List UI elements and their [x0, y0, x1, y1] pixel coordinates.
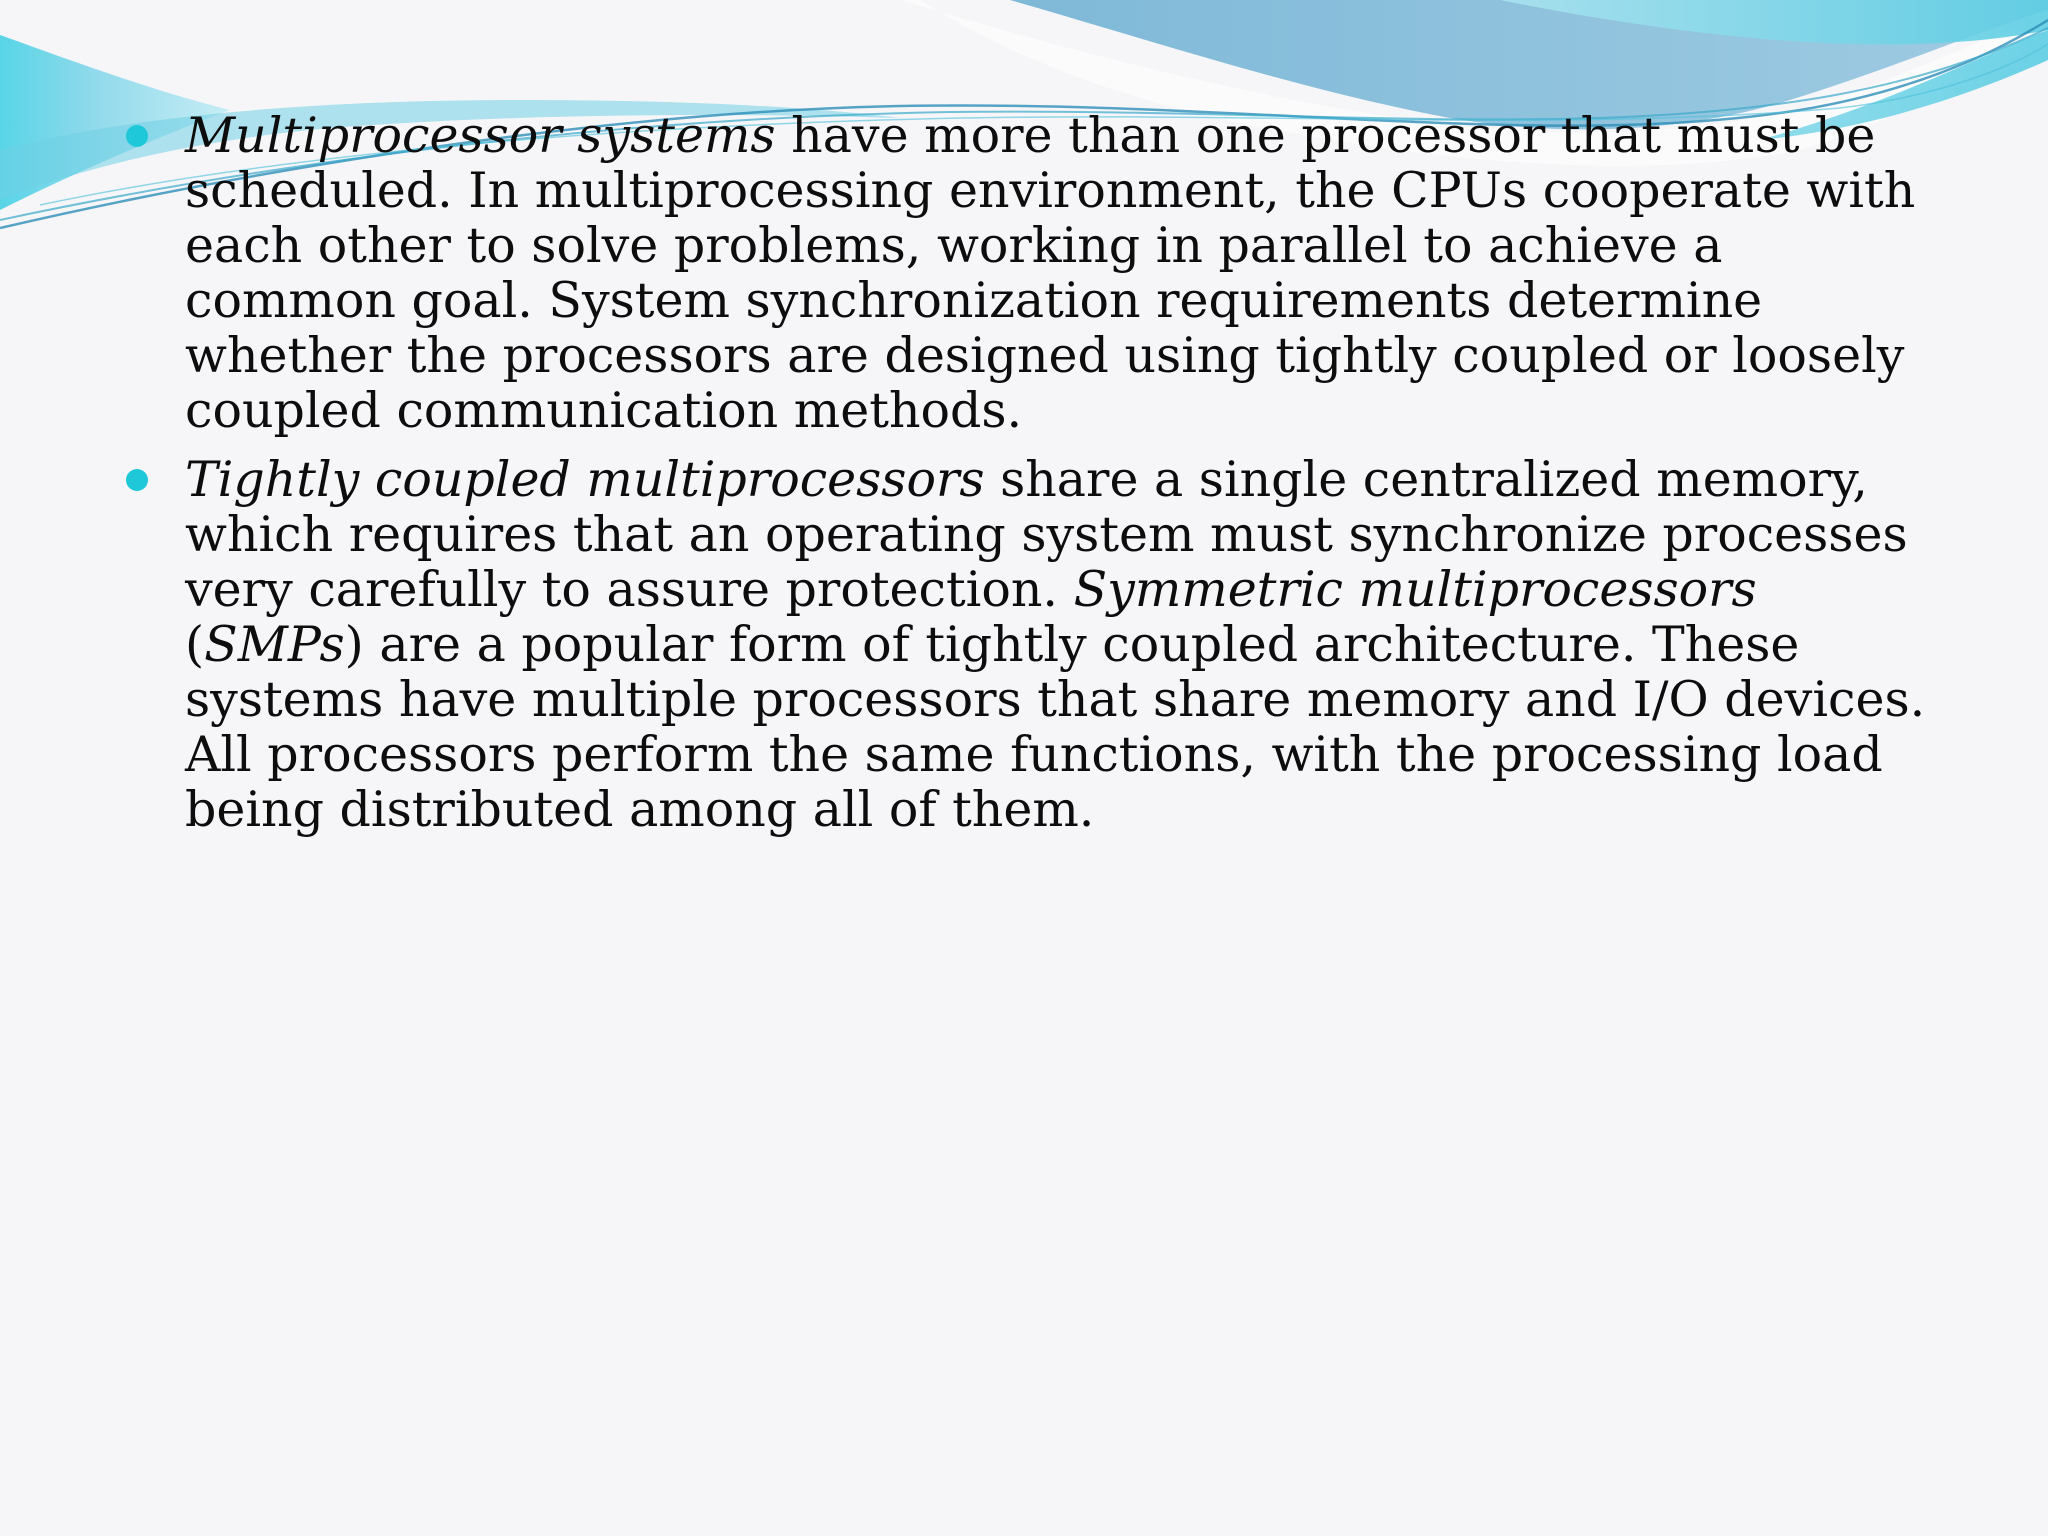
bullet-dot-icon [126, 469, 148, 491]
bullet-text [185, 107, 1915, 439]
body-text-run: share a single centralized memory, which requires that an operating system must synchronize processes very carefully to assure protection. [185, 451, 1908, 618]
body-text-run: ( [185, 616, 205, 673]
body-text-run: have more than one processor that must be scheduled. In multiprocessing environment, the CPUs cooperate with each other to solve problems, working in parallel to achieve a common goal. System synchronization requirements determine whether the processors are designed using tightly coupled or loosely coupled communication methods. [185, 107, 1916, 439]
bullet-item [126, 452, 1946, 837]
emphasized-term: Multiprocessor systems [185, 107, 776, 164]
emphasized-term: Symmetric multiprocessors [1073, 561, 1757, 618]
emphasized-term: SMPs [204, 616, 345, 673]
body-text-run: ) are a popular form of tightly coupled architecture. These systems have multiple processors that share memory and I/O devices. All processors perform the same functions, with the processing load being distributed among all of them. [185, 616, 1926, 838]
slide-body [126, 108, 1946, 851]
bullet-text [185, 451, 1925, 838]
bullet-item [126, 108, 1946, 438]
bullet-dot-icon [126, 125, 148, 147]
emphasized-term: Tightly coupled multiprocessors [185, 451, 985, 508]
